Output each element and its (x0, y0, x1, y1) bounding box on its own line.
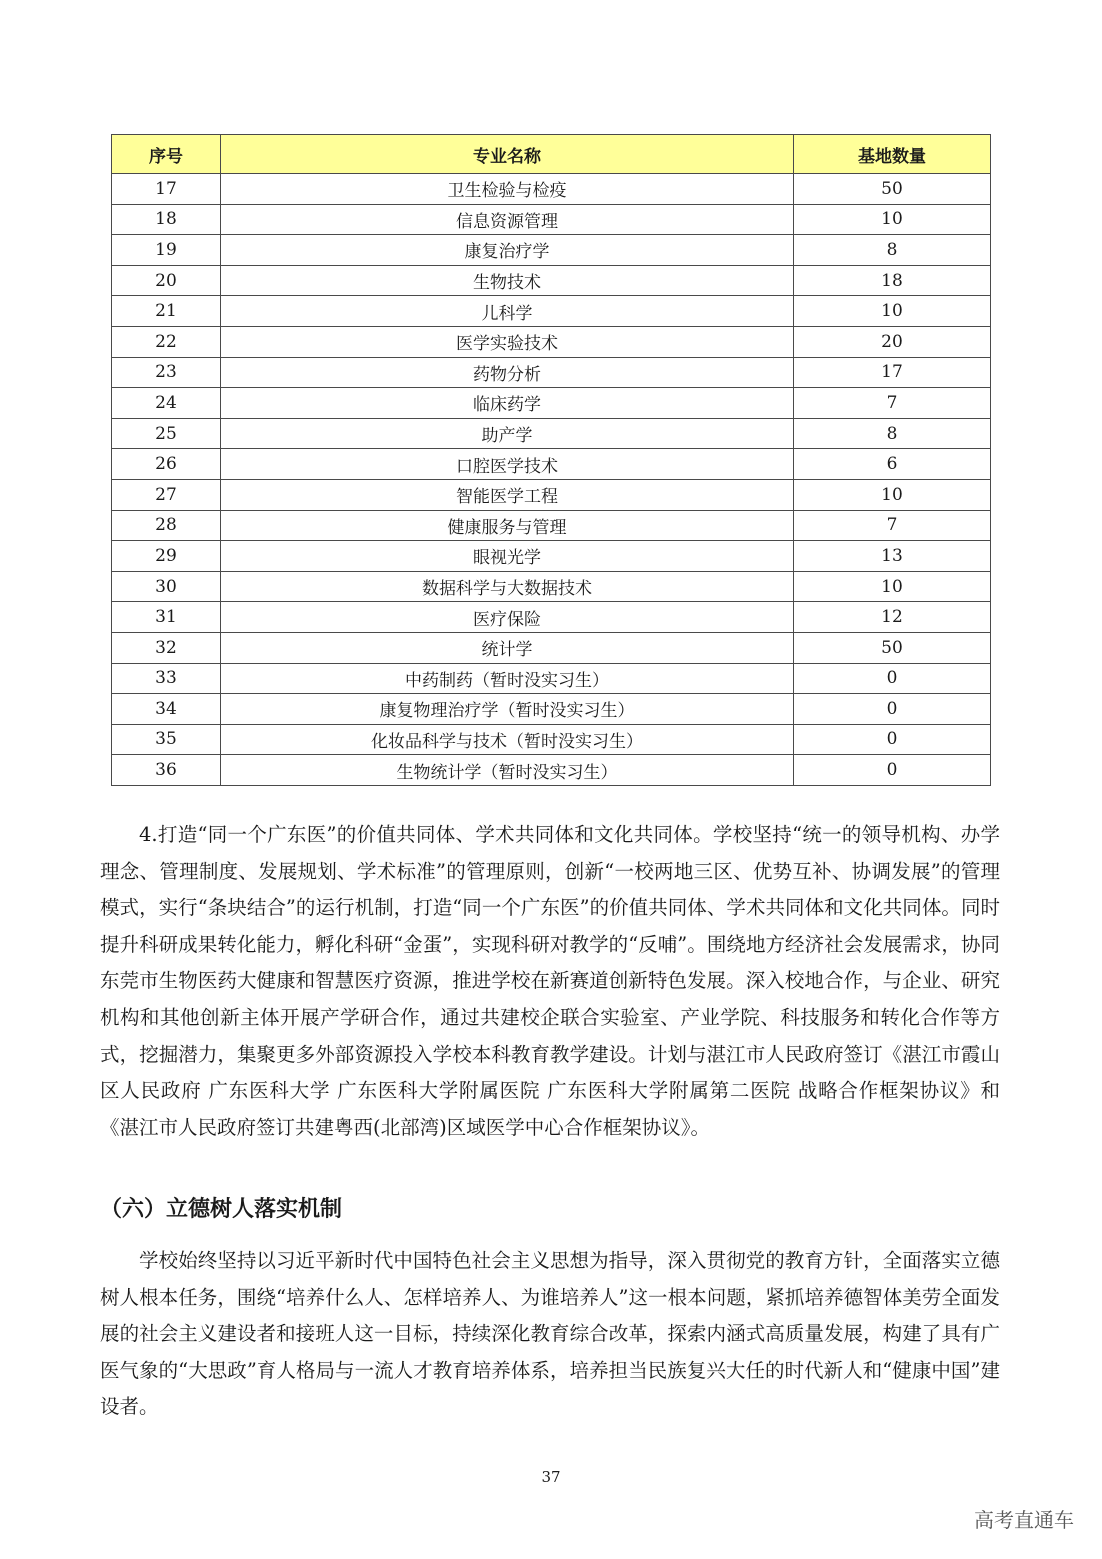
cell-major: 信息资源管理 (221, 204, 794, 235)
paragraph-unified-gdmu: 4.打造“同一个广东医”的价值共同体、学术共同体和文化共同体。学校坚持“统一的领导机构、办学理念、管理制度、发展规划、学术标准”的管理原则，创新“一校两地三区、优势互补、协调发展”的管理模式，实行“条块结合”的运行机制，打造“同一个广东医”的价值共同体、学术共同体和文化共同体。同时提升科研成果转化能力，孵化科研“金蛋”，实现科研对教学的“反哺”。围绕地方经济社会发展需求，协同东莞市生物医药大健康和智慧医疗资源，推进学校在新赛道创新特色发展。深入校地合作，与企业、研究机构和其他创新主体开展产学研合作，通过共建校企联合实验室、产业学院、科技服务和转化合作等方式，挖掘潜力，集聚更多外部资源投入学校本科教育教学建设。计划与湛江市人民政府签订《湛江市霞山区人民政府 广东医科大学 广东医科大学附属医院 广东医科大学附属第二医院 战略合作框架协议》和《湛江市人民政府签订共建粤西(北部湾)区域医学中心合作框架协议》。 (100, 823, 1000, 1139)
table-row (112, 632, 991, 663)
cell-count: 8 (794, 418, 991, 449)
table-row (112, 510, 991, 541)
table-row (112, 388, 991, 419)
table-row (112, 479, 991, 510)
cell-major: 康复治疗学 (221, 235, 794, 266)
cell-major: 统计学 (221, 632, 794, 663)
cell-major: 化妆品科学与技术（暂时没实习生） (221, 724, 794, 755)
table-row (112, 602, 991, 633)
table-row (112, 204, 991, 235)
cell-index: 21 (112, 296, 221, 327)
section-heading: （六）立德树人落实机制 (100, 1197, 343, 1222)
cell-major: 康复物理治疗学（暂时没实习生） (221, 694, 794, 725)
table-row (112, 296, 991, 327)
paragraph-moral-education: 学校始终坚持以习近平新时代中国特色社会主义思想为指导，深入贯彻党的教育方针，全面落实立德树人根本任务，围绕“培养什么人、怎样培养人、为谁培养人”这一根本问题，紧抓培养德智体美劳全面发展的社会主义建设者和接班人这一目标，持续深化教育综合改革，探索内涵式高质量发展，构建了具有广医气象的“大思政”育人格局与一流人才教育培养体系，培养担当民族复兴大任的时代新人和“健康中国”建设者。 (100, 1249, 1000, 1419)
cell-count: 7 (794, 510, 991, 541)
page-number: 37 (541, 1468, 561, 1486)
cell-count: 10 (794, 479, 991, 510)
table-row (112, 265, 991, 296)
cell-major: 药物分析 (221, 357, 794, 388)
table-row (112, 235, 991, 266)
cell-major: 医疗保险 (221, 602, 794, 633)
cell-count: 13 (794, 541, 991, 572)
cell-major: 口腔医学技术 (221, 449, 794, 480)
table-row (112, 663, 991, 694)
table-row (112, 694, 991, 725)
table-row (112, 449, 991, 480)
table-row (112, 755, 991, 786)
cell-index: 23 (112, 357, 221, 388)
cell-major: 健康服务与管理 (221, 510, 794, 541)
table-row (112, 571, 991, 602)
cell-index: 31 (112, 602, 221, 633)
cell-count: 50 (794, 174, 991, 205)
cell-count: 6 (794, 449, 991, 480)
cell-index: 29 (112, 541, 221, 572)
cell-index: 27 (112, 479, 221, 510)
header-base-count: 基地数量 (794, 135, 991, 174)
cell-count: 10 (794, 296, 991, 327)
cell-count: 50 (794, 632, 991, 663)
cell-index: 17 (112, 174, 221, 205)
cell-index: 22 (112, 326, 221, 357)
cell-index: 34 (112, 694, 221, 725)
cell-count: 12 (794, 602, 991, 633)
cell-major: 卫生检验与检疫 (221, 174, 794, 205)
cell-major: 儿科学 (221, 296, 794, 327)
watermark-text: 高考直通车 (974, 1508, 1074, 1532)
cell-count: 0 (794, 663, 991, 694)
table-row (112, 541, 991, 572)
cell-count: 20 (794, 326, 991, 357)
cell-index: 18 (112, 204, 221, 235)
cell-major: 临床药学 (221, 388, 794, 419)
cell-index: 19 (112, 235, 221, 266)
cell-count: 0 (794, 755, 991, 786)
table-row (112, 174, 991, 205)
cell-index: 26 (112, 449, 221, 480)
table-header-row (112, 135, 991, 174)
cell-major: 智能医学工程 (221, 479, 794, 510)
cell-major: 助产学 (221, 418, 794, 449)
cell-index: 25 (112, 418, 221, 449)
table-row (112, 326, 991, 357)
cell-index: 32 (112, 632, 221, 663)
base-count-table (111, 134, 991, 786)
base-count-table-container (111, 134, 990, 786)
cell-major: 数据科学与大数据技术 (221, 571, 794, 602)
table-row (112, 724, 991, 755)
cell-index: 36 (112, 755, 221, 786)
cell-index: 35 (112, 724, 221, 755)
cell-count: 0 (794, 694, 991, 725)
cell-count: 8 (794, 235, 991, 266)
cell-index: 33 (112, 663, 221, 694)
cell-count: 0 (794, 724, 991, 755)
cell-index: 24 (112, 388, 221, 419)
table-row (112, 418, 991, 449)
cell-major: 生物技术 (221, 265, 794, 296)
table-row (112, 357, 991, 388)
header-index: 序号 (112, 135, 221, 174)
cell-index: 20 (112, 265, 221, 296)
header-major-name: 专业名称 (221, 135, 794, 174)
cell-index: 28 (112, 510, 221, 541)
cell-count: 18 (794, 265, 991, 296)
cell-major: 中药制药（暂时没实习生） (221, 663, 794, 694)
cell-index: 30 (112, 571, 221, 602)
cell-count: 7 (794, 388, 991, 419)
cell-count: 10 (794, 571, 991, 602)
cell-major: 医学实验技术 (221, 326, 794, 357)
cell-major: 生物统计学（暂时没实习生） (221, 755, 794, 786)
cell-count: 17 (794, 357, 991, 388)
cell-major: 眼视光学 (221, 541, 794, 572)
cell-count: 10 (794, 204, 991, 235)
